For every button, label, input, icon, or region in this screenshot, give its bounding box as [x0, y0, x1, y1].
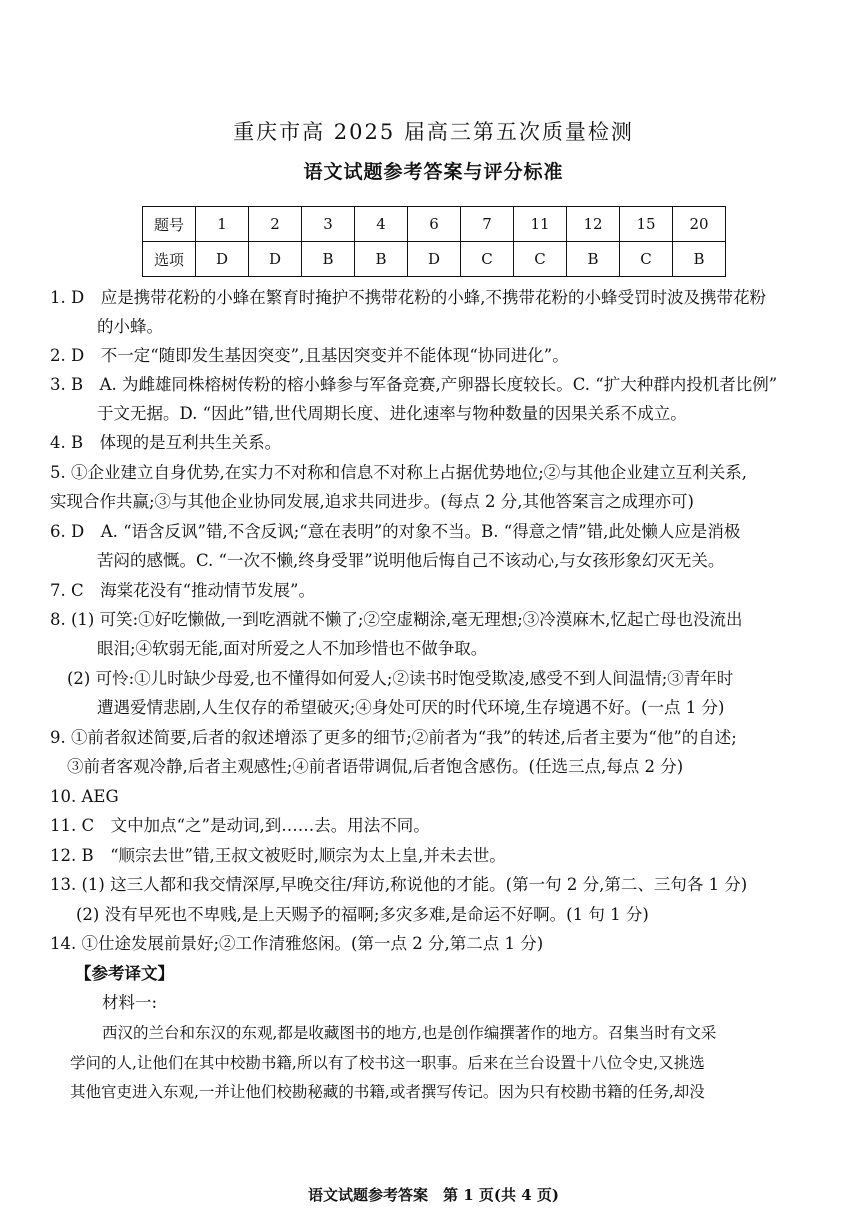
table-cell: 6 [408, 207, 461, 242]
table-cell: D [249, 242, 302, 277]
answer-line: 眼泪;④软弱无能,面对所爱之人不加珍惜也不做争取。 [97, 639, 488, 658]
translation-line: 西汉的兰台和东汉的东观,都是收藏图书的地方,也是创作编撰著作的地方。召集当时有文采 [102, 1024, 717, 1042]
table-cell: 15 [620, 207, 673, 242]
table-cell: 4 [355, 207, 408, 242]
answer-line: 实现合作共赢;③与其他企业协同发展,追求共同进步。(每点 2 分,其他答案言之成理亦可) [50, 492, 694, 511]
table-cell: D [408, 242, 461, 277]
answer-line: 4. B 体现的是互利共生关系。 [50, 433, 282, 452]
answer-line: 11. C 文中加点“之”是动词,到……去。用法不同。 [50, 816, 430, 835]
table-cell: B [673, 242, 726, 277]
answer-line: 8. (1) 可笑:①好吃懒做,一到吃酒就不懒了;②空虚糊涂,毫无理想;③冷漠麻木,忆起亡母也没流出 [50, 610, 743, 629]
answer-line: ③前者客观冷静,后者主观感性;④前者语带调侃,后者饱含感伤。(任选三点,每点 2 分) [67, 757, 684, 776]
table-cell: B [355, 242, 408, 277]
translation-heading: 【参考译文】 [75, 964, 174, 983]
table-cell: C [620, 242, 673, 277]
table-header-cell: 选项 [143, 242, 196, 277]
table-cell: 2 [249, 207, 302, 242]
exam-title: 重庆市高 2025 届高三第五次质量检测 [233, 120, 634, 144]
table-cell: 1 [196, 207, 249, 242]
answer-line: 3. B A. 为雌雄同株榕树传粉的榕小蜂参与军备竞赛,产卵器长度较长。C. “扩大种群内投机者比例” [50, 375, 778, 394]
answer-line: 10. AEG [50, 787, 119, 806]
answer-line: (2) 没有早死也不卑贱,是上天赐予的福啊;多灾多难,是命运不好啊。(1 句 1 分) [76, 905, 649, 924]
table-header-cell: 题号 [143, 207, 196, 242]
answer-line: 苦闷的感慨。C. “一次不懒,终身受罪”说明他后悔自己不该动心,与女孩形象幻灭无关。 [97, 551, 725, 570]
answer-line: 于文无据。D. “因此”错,世代周期长度、进化速率与物种数量的因果关系不成立。 [97, 404, 687, 423]
answer-line: 的小蜂。 [97, 317, 163, 336]
table-cell: 7 [461, 207, 514, 242]
answer-line: 5. ①企业建立自身优势,在实力不对称和信息不对称上占据优势地位;②与其他企业建立互利关系, [50, 463, 748, 482]
answer-line: 13. (1) 这三人都和我交情深厚,早晚交往/拜访,称说他的才能。(第一句 2 分,第二、三句各 1 分) [50, 875, 748, 894]
table-cell: 12 [567, 207, 620, 242]
table-row-options [143, 242, 726, 277]
translation-line: 学问的人,让他们在其中校勘书籍,所以有了校书这一职事。后来在兰台设置十八位令史,又挑选 [70, 1054, 705, 1072]
table-row-numbers [143, 207, 726, 242]
answer-line: 14. ①仕途发展前景好;②工作清雅悠闲。(第一点 2 分,第二点 1 分) [50, 934, 544, 953]
table-cell: 11 [514, 207, 567, 242]
material-label: 材料一: [102, 993, 158, 1012]
table-cell: 20 [673, 207, 726, 242]
table-cell: 3 [302, 207, 355, 242]
table-cell: B [302, 242, 355, 277]
table-cell: C [514, 242, 567, 277]
answer-line: 7. C 海棠花没有“推动情节发展”。 [50, 581, 315, 600]
answer-line: 6. D A. “语含反讽”错,不含反讽;“意在表明”的对象不当。B. “得意之情”错,此处懒人应是消极 [50, 522, 741, 541]
answer-line: 12. B “顺宗去世”错,王叔文被贬时,顺宗为太上皇,并未去世。 [50, 846, 506, 865]
table-cell: D [196, 242, 249, 277]
exam-subtitle: 语文试题参考答案与评分标准 [303, 161, 564, 183]
answer-line: (2) 可怜:①儿时缺少母爱,也不懂得如何爱人;②读书时饱受欺凌,感受不到人间温情;③青年时 [67, 669, 734, 688]
table-cell: C [461, 242, 514, 277]
page-footer: 语文试题参考答案 第 1 页(共 4 页) [308, 1186, 559, 1204]
answer-line: 1. D 应是携带花粉的小蜂在繁育时掩护不携带花粉的小蜂,不携带花粉的小蜂受罚时波及携带花粉 [50, 288, 766, 307]
answer-line: 9. ①前者叙述简要,后者的叙述增添了更多的细节;②前者为“我”的转述,后者主要为“他”的自述; [50, 728, 737, 747]
answer-line: 2. D 不一定“随即发生基因突变”,且基因突变并不能体现“协同进化”。 [50, 346, 569, 365]
table-cell: B [567, 242, 620, 277]
answer-line: 遭遇爱情悲剧,人生仅存的希望破灭;④身处可厌的时代环境,生存境遇不好。(一点 1 分) [97, 698, 725, 717]
translation-line: 其他官吏进入东观,一并让他们校勘秘藏的书籍,或者撰写传记。因为只有校勘书籍的任务,却没 [70, 1083, 705, 1101]
answer-table [142, 206, 726, 277]
